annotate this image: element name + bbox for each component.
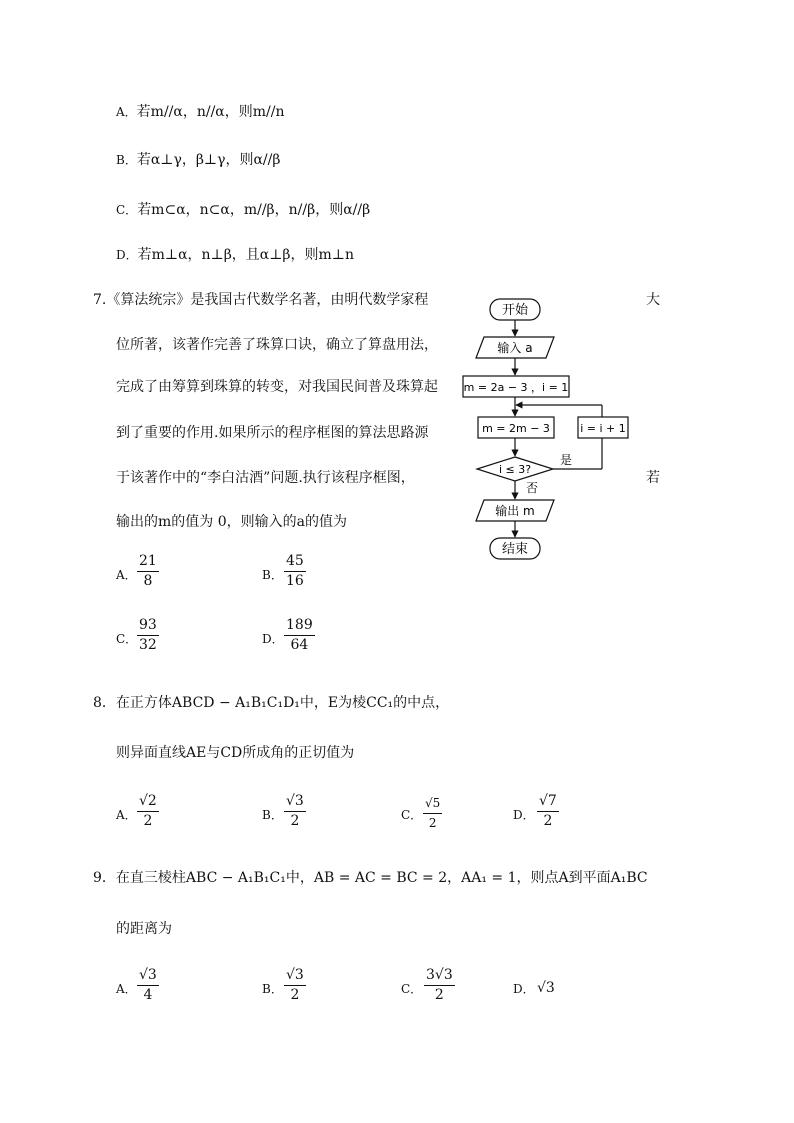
q7-line-1-tail: 大 [646,292,660,308]
q9-option-b-fraction: $\frac{√3}{2}$ [286,967,304,1003]
q7-option-b-fraction: $\frac{45}{16}$ [286,553,304,589]
q9-option-a-fraction: $\frac{√3}{4}$ [139,967,157,1003]
q7-option-c-fraction: $\frac{93}{32}$ [139,617,157,653]
q7-option-b-label: B． [262,568,283,582]
q7-option-d-fraction: $\frac{189}{64}$ [286,617,313,653]
q8-option-c-label: C． [401,808,423,822]
q9-option-a-label: A． [116,982,137,996]
q8-option-d-fraction: $\frac{√7}{2}$ [539,793,557,829]
flowchart [458,292,658,572]
q9-option-d-label: D． [513,982,535,996]
flowchart-init-text: m = 2a − 3 ，i = 1 [463,381,569,394]
q7-line-6: 输出的m的值为 0，则输入的a的值为 [116,514,347,530]
q7-line-4: 到了重要的作用.如果所示的程序框图的算法思路源 [116,425,429,441]
q8-line-1: 8．在正方体ABCD − A₁B₁C₁D₁中，E为棱CC₁的中点， [93,695,450,711]
q8-option-a-label: A． [116,808,137,822]
q8-option-c-fraction: $\frac{√5}{2}$ [425,796,441,830]
q9-option-d-value: √3 [537,980,555,996]
q9-option-c-fraction: $\frac{3√3}{2}$ [426,967,453,1003]
q7-option-a-fraction: $\frac{21}{8}$ [139,553,157,589]
q6-option-d: D．若m⊥α，n⊥β，且α⊥β，则m⊥n [116,247,354,263]
q7-line-2: 位所著，该著作完善了珠算口诀，确立了算盘用法， [116,337,438,353]
q6-option-c: C．若m⊂α，n⊂α，m//β，n//β，则α//β [116,202,371,218]
q9-line-1: 9．在直三棱柱ABC − A₁B₁C₁中，AB = AC = BC = 2，AA₁ = 1，则点A到平面A₁BC [93,870,648,886]
q6-option-b: B．若α⊥γ，β⊥γ，则α//β [116,152,281,168]
q7-option-a-label: A． [116,568,137,582]
flowchart-end-text: 结束 [501,542,529,557]
flowchart-yes-label: 是 [560,453,573,467]
q7-line-1: 7.《算法统宗》是我国古代数学名著，由明代数学家程 [93,292,429,308]
flowchart-start-text: 开始 [501,303,529,318]
q9-line-2: 的距离为 [116,921,172,937]
flowchart-update-i-text: i = i + 1 [580,422,626,435]
q7-option-d-label: D． [262,632,284,646]
q7-line-3: 完成了由筹算到珠算的转变，对我国民间普及珠算起 [116,379,438,395]
flowchart-update-m-text: m = 2m − 3 [482,422,550,435]
q7-option-c-label: C． [116,632,138,646]
q8-option-d-label: D． [513,808,535,822]
q7-line-5-tail: 若 [646,470,660,486]
flowchart-no-label: 否 [526,481,539,495]
q6-option-a: A．若m//α，n//α，则m//n [116,104,285,120]
q8-option-b-label: B． [262,808,283,822]
flowchart-output-text: 输出 m [495,504,535,518]
q8-option-a-fraction: $\frac{√2}{2}$ [139,793,157,829]
q9-option-b-label: B． [262,982,283,996]
q8-line-2: 则异面直线AE与CD所成角的正切值为 [116,745,355,761]
q7-line-5: 于该著作中的“李白沽酒”问题.执行该程序框图， [116,470,415,486]
flowchart-input-text: 输入 a [497,341,533,355]
q9-option-c-label: C． [401,982,423,996]
flowchart-condition-text: i ≤ 3? [498,463,532,476]
q8-option-b-fraction: $\frac{√3}{2}$ [286,793,304,829]
